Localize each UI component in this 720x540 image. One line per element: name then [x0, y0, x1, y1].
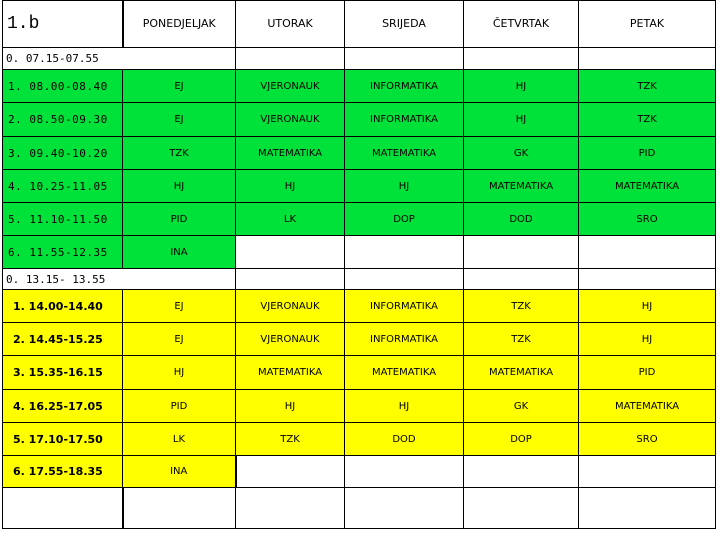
subject-cell: HJ [345, 170, 464, 203]
morning-period-row [3, 236, 716, 269]
header-row [3, 1, 716, 48]
period-time: 4. 10.25-11.05 [3, 170, 123, 203]
day-header-friday: PETAK [579, 1, 716, 48]
afternoon-break-row [3, 269, 716, 290]
subject-cell: HJ [579, 290, 716, 323]
subject-cell: EJ [123, 290, 236, 323]
period-time: 1. 08.00-08.40 [3, 70, 123, 103]
period-time: 2. 14.45-15.25 [3, 323, 123, 356]
subject-cell: INA [123, 456, 236, 488]
subject-cell: PID [579, 356, 716, 390]
period-time: 2. 08.50-09.30 [3, 103, 123, 137]
subject-cell: DOD [345, 423, 464, 456]
period-time: 6. 17.55-18.35 [3, 456, 123, 488]
subject-cell: MATEMATIKA [579, 390, 716, 423]
period-time: 5. 17.10-17.50 [3, 423, 123, 456]
subject-cell: INFORMATIKA [345, 290, 464, 323]
subject-cell: INFORMATIKA [345, 103, 464, 137]
subject-cell: TZK [464, 323, 579, 356]
empty-cell [345, 269, 464, 290]
morning-schedule [3, 70, 716, 269]
subject-cell: HJ [123, 170, 236, 203]
subject-cell: TZK [464, 290, 579, 323]
period-time: 5. 11.10-11.50 [3, 203, 123, 236]
subject-cell: MATEMATIKA [236, 137, 345, 170]
afternoon-break-label: 0. 13.15- 13.55 [3, 269, 236, 290]
subject-cell: HJ [236, 390, 345, 423]
subject-cell: GK [464, 137, 579, 170]
subject-cell: GK [464, 390, 579, 423]
subject-cell: DOP [464, 423, 579, 456]
afternoon-period-row [3, 323, 716, 356]
morning-period-row [3, 137, 716, 170]
day-header-thursday: ČETVRTAK [464, 1, 579, 48]
subject-cell: EJ [123, 70, 236, 103]
empty-cell [579, 488, 716, 529]
empty-cell [123, 488, 236, 529]
subject-cell: VJERONAUK [236, 70, 345, 103]
subject-cell: HJ [345, 390, 464, 423]
subject-cell: SRO [579, 423, 716, 456]
subject-cell: MATEMATIKA [345, 356, 464, 390]
subject-cell: MATEMATIKA [464, 170, 579, 203]
empty-cell [3, 488, 123, 529]
subject-cell [464, 456, 579, 488]
afternoon-period-row [3, 356, 716, 390]
afternoon-period-row [3, 456, 716, 488]
period-time: 3. 15.35-16.15 [3, 356, 123, 390]
morning-period-row [3, 70, 716, 103]
subject-cell: INA [123, 236, 236, 269]
period-time: 1. 14.00-14.40 [3, 290, 123, 323]
period-time: 4. 16.25-17.05 [3, 390, 123, 423]
subject-cell: SRO [579, 203, 716, 236]
subject-cell: INFORMATIKA [345, 323, 464, 356]
day-header-monday: PONEDJELJAK [123, 1, 236, 48]
subject-cell: TZK [236, 423, 345, 456]
subject-cell: PID [123, 203, 236, 236]
subject-cell: PID [579, 137, 716, 170]
subject-cell: TZK [579, 103, 716, 137]
morning-period-row [3, 103, 716, 137]
subject-cell: TZK [579, 70, 716, 103]
subject-cell: HJ [464, 103, 579, 137]
subject-cell: VJERONAUK [236, 323, 345, 356]
morning-break-label: 0. 07.15-07.55 [3, 48, 236, 70]
afternoon-period-row [3, 390, 716, 423]
subject-cell [579, 456, 716, 488]
subject-cell: DOP [345, 203, 464, 236]
period-time: 3. 09.40-10.20 [3, 137, 123, 170]
class-name: 1.b [3, 1, 123, 48]
empty-cell [579, 48, 716, 70]
subject-cell: LK [123, 423, 236, 456]
empty-cell [464, 269, 579, 290]
subject-cell: HJ [579, 323, 716, 356]
afternoon-period-row [3, 423, 716, 456]
day-header-wednesday: SRIJEDA [345, 1, 464, 48]
subject-cell [345, 456, 464, 488]
subject-cell: EJ [123, 323, 236, 356]
afternoon-schedule [3, 290, 716, 488]
subject-cell: MATEMATIKA [579, 170, 716, 203]
subject-cell: INFORMATIKA [345, 70, 464, 103]
subject-cell: VJERONAUK [236, 290, 345, 323]
subject-cell: HJ [123, 356, 236, 390]
subject-cell [345, 236, 464, 269]
subject-cell: HJ [464, 70, 579, 103]
empty-cell [464, 488, 579, 529]
empty-cell [236, 488, 345, 529]
empty-cell [345, 488, 464, 529]
subject-cell: EJ [123, 103, 236, 137]
subject-cell [236, 456, 345, 488]
afternoon-period-row [3, 290, 716, 323]
morning-period-row [3, 170, 716, 203]
subject-cell: HJ [236, 170, 345, 203]
empty-cell [236, 269, 345, 290]
subject-cell: DOD [464, 203, 579, 236]
subject-cell [464, 236, 579, 269]
subject-cell: MATEMATIKA [345, 137, 464, 170]
empty-cell [464, 48, 579, 70]
subject-cell: VJERONAUK [236, 103, 345, 137]
subject-cell: PID [123, 390, 236, 423]
subject-cell: MATEMATIKA [236, 356, 345, 390]
timetable [2, 0, 716, 529]
subject-cell: MATEMATIKA [464, 356, 579, 390]
subject-cell [236, 236, 345, 269]
morning-break-row [3, 48, 716, 70]
empty-cell [345, 48, 464, 70]
subject-cell: LK [236, 203, 345, 236]
empty-cell [579, 269, 716, 290]
subject-cell [579, 236, 716, 269]
day-header-tuesday: UTORAK [236, 1, 345, 48]
period-time: 6. 11.55-12.35 [3, 236, 123, 269]
morning-period-row [3, 203, 716, 236]
empty-cell [236, 48, 345, 70]
subject-cell: TZK [123, 137, 236, 170]
footer-row [3, 488, 716, 529]
